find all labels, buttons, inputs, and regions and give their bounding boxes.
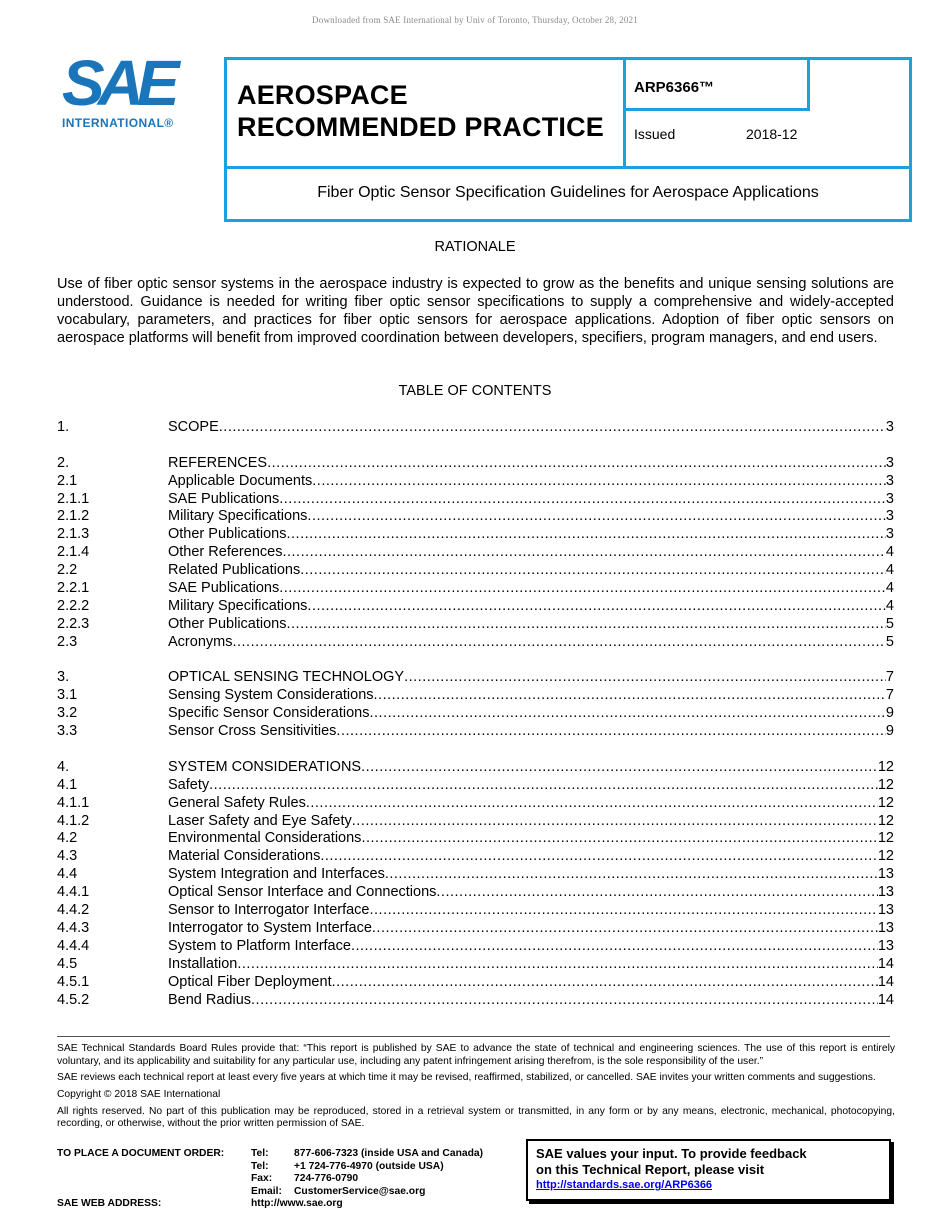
- header-title-line2: RECOMMENDED PRACTICE: [237, 112, 605, 142]
- toc-entry-page: 4: [885, 562, 894, 579]
- toc-entry[interactable]: [57, 562, 894, 580]
- toc-entry-line: [168, 616, 894, 634]
- toc-leader-dots: [307, 598, 886, 616]
- toc-entry-page: 5: [885, 633, 894, 650]
- order-label: TO PLACE A DOCUMENT ORDER:: [57, 1148, 225, 1159]
- toc-entry[interactable]: [57, 687, 894, 705]
- toc-entry-line: [168, 902, 894, 920]
- order-contact-row: [57, 1173, 517, 1186]
- contact-label: Tel:: [251, 1148, 269, 1159]
- toc-entry-number: 4.4.1: [57, 884, 90, 901]
- toc-entry[interactable]: [57, 473, 894, 491]
- toc-entry-title: Military Specifications: [168, 508, 308, 525]
- toc-entry-title: System Integration and Interfaces: [168, 866, 385, 883]
- toc-entry-line: [168, 598, 894, 616]
- rationale-text: Use of fiber optic sensor systems in the aerospace industry is expected to grow as the benefits and unique sensing solutions are understood. Guidance is needed for writing fiber optic sensor specifications to supply a comprehensive and widely-accepted vocabulary, parameters, and practices for fiber optic sensors for aerospace applications. Adoption of fiber optic sensors on aerospace platforms will benefit from improved coordination between developers, specifiers, program managers, and end users.: [57, 276, 894, 346]
- toc-entry-number: 1.: [57, 419, 70, 435]
- toc-entry-page: 12: [877, 794, 894, 811]
- toc-entry[interactable]: [57, 544, 894, 562]
- sae-logo: [60, 47, 200, 132]
- toc-entry-line: [168, 777, 894, 795]
- toc-entry[interactable]: [57, 723, 894, 741]
- order-contact-row: [57, 1161, 517, 1174]
- toc-entry-title: SCOPE: [168, 419, 219, 435]
- table-of-contents: [57, 419, 894, 1009]
- toc-leader-dots: [219, 419, 886, 437]
- toc-entry-title: SAE Publications: [168, 490, 280, 507]
- toc-entry-number: 2.1.3: [57, 526, 90, 543]
- toc-entry-page: 3: [885, 419, 894, 435]
- toc-entry-line: [168, 669, 894, 687]
- toc-entry-number: 4.5: [57, 955, 78, 972]
- toc-entry-page: 12: [877, 758, 894, 775]
- toc-entry[interactable]: [57, 705, 894, 723]
- toc-entry-page: 5: [885, 615, 894, 632]
- header-id-cell: [626, 60, 810, 111]
- header-divider: [227, 166, 909, 169]
- toc-entry-line: [168, 687, 894, 705]
- toc-leader-dots: [370, 902, 878, 920]
- toc-entry-line: [168, 562, 894, 580]
- toc-entry-page: 3: [885, 472, 894, 489]
- toc-entry-line: [168, 848, 894, 866]
- toc-leader-dots: [267, 455, 886, 473]
- toc-entry-number: 4.1: [57, 776, 78, 793]
- logo-mark: SAE: [62, 47, 173, 119]
- toc-entry-title: Other Publications: [168, 526, 287, 543]
- toc-entry-title: SAE Publications: [168, 580, 280, 597]
- toc-entry-page: 13: [877, 919, 894, 936]
- header-issued-cell: [626, 111, 909, 166]
- toc-entry-page: 14: [877, 955, 894, 972]
- copyright-text: Copyright © 2018 SAE International: [57, 1088, 221, 1100]
- toc-heading: TABLE OF CONTENTS: [398, 383, 552, 399]
- toc-entry-number: 3.3: [57, 723, 78, 740]
- header-title-line1: AEROSPACE: [237, 80, 408, 110]
- toc-leader-dots: [251, 992, 878, 1010]
- toc-entry-line: [168, 830, 894, 848]
- toc-leader-dots: [332, 974, 878, 992]
- toc-entry[interactable]: [57, 598, 894, 616]
- toc-entry-line: [168, 580, 894, 598]
- toc-entry-page: 4: [885, 544, 894, 561]
- toc-leader-dots: [385, 866, 878, 884]
- contact-label: Fax:: [251, 1173, 273, 1185]
- toc-entry-line: [168, 974, 894, 992]
- toc-entry-title: Military Specifications: [168, 597, 308, 614]
- toc-entry-title: Optical Sensor Interface and Connections: [168, 884, 437, 901]
- toc-entry-number: 2.1.2: [57, 508, 90, 525]
- toc-entry-number: 4.4: [57, 866, 78, 883]
- toc-leader-dots: [237, 956, 878, 974]
- toc-entry[interactable]: [57, 616, 894, 634]
- toc-entry-number: 3.: [57, 669, 70, 686]
- feedback-box: [526, 1139, 891, 1201]
- toc-entry-page: 12: [877, 776, 894, 793]
- toc-entry[interactable]: [57, 866, 894, 884]
- logo-subtitle: INTERNATIONAL®: [62, 116, 174, 130]
- toc-entry-page: 12: [877, 830, 894, 847]
- toc-leader-dots: [300, 562, 886, 580]
- document-header: [224, 57, 912, 222]
- toc-entry-page: 13: [877, 884, 894, 901]
- toc-leader-dots: [209, 777, 878, 795]
- contact-label: Tel:: [251, 1160, 269, 1172]
- toc-entry-title: Other References: [168, 544, 283, 561]
- footer-rule: [57, 1036, 890, 1037]
- toc-leader-dots: [307, 508, 886, 526]
- toc-entry[interactable]: [57, 777, 894, 795]
- feedback-link[interactable]: http://standards.sae.org/ARP6366: [536, 1179, 713, 1191]
- toc-leader-dots: [279, 580, 886, 598]
- toc-entry-number: 4.4.4: [57, 937, 90, 954]
- toc-entry-page: 7: [885, 669, 894, 686]
- toc-leader-dots: [361, 830, 877, 848]
- toc-leader-dots: [351, 938, 878, 956]
- toc-entry[interactable]: [57, 813, 894, 831]
- toc-entry-title: Safety: [168, 776, 210, 793]
- contact-label: Email:: [251, 1185, 282, 1197]
- toc-leader-dots: [374, 687, 886, 705]
- toc-entry[interactable]: [57, 848, 894, 866]
- toc-leader-dots: [370, 705, 886, 723]
- toc-entry-line: [168, 759, 894, 777]
- contact-value: 724-776-0790: [294, 1173, 359, 1185]
- toc-entry-title: Acronyms: [168, 633, 233, 650]
- toc-entry-page: 7: [885, 687, 894, 704]
- toc-entry[interactable]: [57, 902, 894, 920]
- toc-entry[interactable]: [57, 795, 894, 813]
- toc-entry-title: Sensor to Interrogator Interface: [168, 902, 370, 919]
- toc-leader-dots: [336, 723, 886, 741]
- toc-entry-title: SYSTEM CONSIDERATIONS: [168, 758, 362, 775]
- feedback-line2: on this Technical Report, please visit: [536, 1162, 765, 1177]
- order-contact-row: [57, 1148, 517, 1161]
- toc-entry-title: Sensor Cross Sensitivities: [168, 723, 337, 740]
- order-contact-row: [57, 1198, 517, 1211]
- toc-entry-number: 2.2.2: [57, 597, 90, 614]
- toc-entry[interactable]: [57, 920, 894, 938]
- toc-entry-page: 13: [877, 866, 894, 883]
- toc-entry-number: 4.4.3: [57, 919, 90, 936]
- toc-entry-number: 2.1.1: [57, 490, 90, 507]
- toc-leader-dots: [352, 813, 878, 831]
- toc-entry[interactable]: [57, 634, 894, 652]
- toc-entry-title: REFERENCES: [168, 454, 268, 471]
- toc-entry-title: OPTICAL SENSING TECHNOLOGY: [168, 669, 405, 686]
- toc-entry-number: 2.2.1: [57, 580, 90, 597]
- toc-entry[interactable]: [57, 759, 894, 777]
- toc-leader-dots: [312, 473, 886, 491]
- toc-entry-title: System to Platform Interface: [168, 937, 351, 954]
- toc-entry-title: Installation: [168, 955, 238, 972]
- footer-notes: [57, 1043, 895, 1135]
- toc-entry[interactable]: [57, 508, 894, 526]
- toc-entry-line: [168, 634, 894, 652]
- toc-entry-page: 4: [885, 597, 894, 614]
- issued-date: 2018-12: [746, 126, 798, 142]
- toc-entry-line: [168, 419, 894, 437]
- toc-entry-line: [168, 992, 894, 1010]
- toc-entry-line: [168, 455, 894, 473]
- toc-entry-line: [168, 723, 894, 741]
- toc-entry[interactable]: [57, 830, 894, 848]
- toc-entry-page: 3: [885, 454, 894, 471]
- toc-entry[interactable]: [57, 491, 894, 509]
- header-title-cell: [227, 60, 626, 166]
- toc-entry[interactable]: [57, 938, 894, 956]
- toc-entry-page: 3: [885, 508, 894, 525]
- toc-entry-line: [168, 795, 894, 813]
- standards-rules-text: SAE Technical Standards Board Rules provide that: “This report is published by SAE to advance the state of technical and engineering sciences. The use of this report is entirely voluntary, and its applicability and suitability for any particular use, including any patent infringement arising therefrom, is the sole responsibility of the user.”: [57, 1043, 895, 1067]
- toc-leader-dots: [361, 759, 878, 777]
- toc-entry-page: 14: [877, 991, 894, 1008]
- toc-leader-dots: [232, 634, 885, 652]
- toc-entry-line: [168, 705, 894, 723]
- toc-entry-line: [168, 544, 894, 562]
- toc-entry[interactable]: [57, 455, 894, 473]
- document-id: ARP6366™: [634, 79, 715, 96]
- toc-entry[interactable]: [57, 992, 894, 1010]
- toc-entry-page: 9: [885, 705, 894, 722]
- toc-entry[interactable]: [57, 526, 894, 544]
- toc-entry-line: [168, 813, 894, 831]
- toc-entry-title: Applicable Documents: [168, 472, 313, 489]
- toc-entry-title: Related Publications: [168, 562, 301, 579]
- review-text: SAE reviews each technical report at least every five years at which time it may be revised, reaffirmed, stabilized, or cancelled. SAE invites your written comments and suggestions.: [57, 1072, 876, 1084]
- toc-leader-dots: [306, 795, 878, 813]
- toc-leader-dots: [286, 616, 885, 634]
- toc-entry-line: [168, 884, 894, 902]
- issued-label: Issued: [634, 126, 676, 142]
- toc-entry-number: 4.5.2: [57, 991, 90, 1008]
- toc-entry-number: 3.2: [57, 705, 78, 722]
- order-contact-block: [57, 1148, 517, 1211]
- toc-entry[interactable]: [57, 956, 894, 974]
- toc-entry-number: 3.1: [57, 687, 78, 704]
- toc-leader-dots: [279, 491, 886, 509]
- toc-entry-page: 13: [877, 937, 894, 954]
- toc-entry-number: 4.3: [57, 848, 78, 865]
- toc-entry-number: 2.3: [57, 633, 78, 650]
- toc-entry-number: 2.1: [57, 472, 78, 489]
- toc-leader-dots: [372, 920, 878, 938]
- toc-entry-line: [168, 508, 894, 526]
- toc-entry-line: [168, 526, 894, 544]
- toc-entry[interactable]: [57, 884, 894, 902]
- rights-text: All rights reserved. No part of this publication may be reproduced, stored in a retrieval system or transmitted, in any form or by any means, electronic, mechanical, photocopying, recording, or otherwise, without the prior written permission of SAE.: [57, 1105, 895, 1130]
- contact-value: 877-606-7323 (inside USA and Canada): [294, 1148, 484, 1159]
- toc-leader-dots: [282, 544, 885, 562]
- toc-entry-title: Specific Sensor Considerations: [168, 705, 370, 722]
- toc-entry-page: 3: [885, 490, 894, 507]
- toc-entry-page: 13: [877, 902, 894, 919]
- toc-leader-dots: [320, 848, 878, 866]
- toc-entry-title: Bend Radius: [168, 991, 252, 1008]
- toc-entry-number: 4.1.1: [57, 794, 90, 811]
- toc-entry-title: Environmental Considerations: [168, 830, 362, 847]
- toc-entry-number: 2.2.3: [57, 615, 90, 632]
- toc-entry[interactable]: [57, 419, 894, 437]
- contact-value: +1 724-776-4970 (outside USA): [294, 1160, 444, 1172]
- toc-entry-page: 9: [885, 723, 894, 740]
- toc-entry-number: 4.5.1: [57, 973, 90, 990]
- toc-entry-number: 2.: [57, 454, 70, 471]
- toc-entry-title: Material Considerations: [168, 848, 321, 865]
- order-contact-row: [57, 1186, 517, 1199]
- toc-entry-title: Interrogator to System Interface: [168, 919, 372, 936]
- feedback-line1: SAE values your input. To provide feedback: [536, 1146, 807, 1161]
- toc-entry-line: [168, 866, 894, 884]
- toc-entry-page: 4: [885, 580, 894, 597]
- toc-entry-line: [168, 920, 894, 938]
- toc-entry-page: 14: [877, 973, 894, 990]
- toc-entry-page: 12: [877, 848, 894, 865]
- toc-entry-line: [168, 491, 894, 509]
- toc-entry-number: 4.1.2: [57, 812, 90, 829]
- toc-entry-page: 3: [885, 526, 894, 543]
- contact-value: CustomerService@sae.org: [294, 1185, 426, 1197]
- toc-entry-number: 2.1.4: [57, 544, 90, 561]
- toc-entry-number: 4.2: [57, 830, 78, 847]
- toc-entry[interactable]: [57, 580, 894, 598]
- toc-entry-title: Other Publications: [168, 615, 287, 632]
- toc-entry-line: [168, 956, 894, 974]
- toc-entry-title: Laser Safety and Eye Safety: [168, 812, 352, 829]
- toc-entry-number: 4.4.2: [57, 902, 90, 919]
- document-subtitle: Fiber Optic Sensor Specification Guidelines for Aerospace Applications: [317, 184, 819, 201]
- download-note: Downloaded from SAE International by Univ of Toronto, Thursday, October 28, 2021: [312, 15, 638, 25]
- toc-leader-dots: [286, 526, 885, 544]
- toc-leader-dots: [404, 669, 886, 687]
- toc-entry-title: Optical Fiber Deployment: [168, 973, 332, 990]
- toc-entry-number: 2.2: [57, 562, 78, 579]
- toc-entry-line: [168, 473, 894, 491]
- toc-entry-title: Sensing System Considerations: [168, 687, 374, 704]
- toc-entry[interactable]: [57, 669, 894, 687]
- toc-entry-page: 12: [877, 812, 894, 829]
- toc-entry[interactable]: [57, 974, 894, 992]
- toc-entry-number: 4.: [57, 758, 70, 775]
- web-label: SAE WEB ADDRESS:: [57, 1198, 162, 1210]
- toc-entry-title: General Safety Rules: [168, 794, 306, 811]
- web-address[interactable]: http://www.sae.org: [251, 1198, 343, 1210]
- toc-leader-dots: [436, 884, 877, 902]
- toc-entry-line: [168, 938, 894, 956]
- rationale-heading: RATIONALE: [434, 239, 516, 255]
